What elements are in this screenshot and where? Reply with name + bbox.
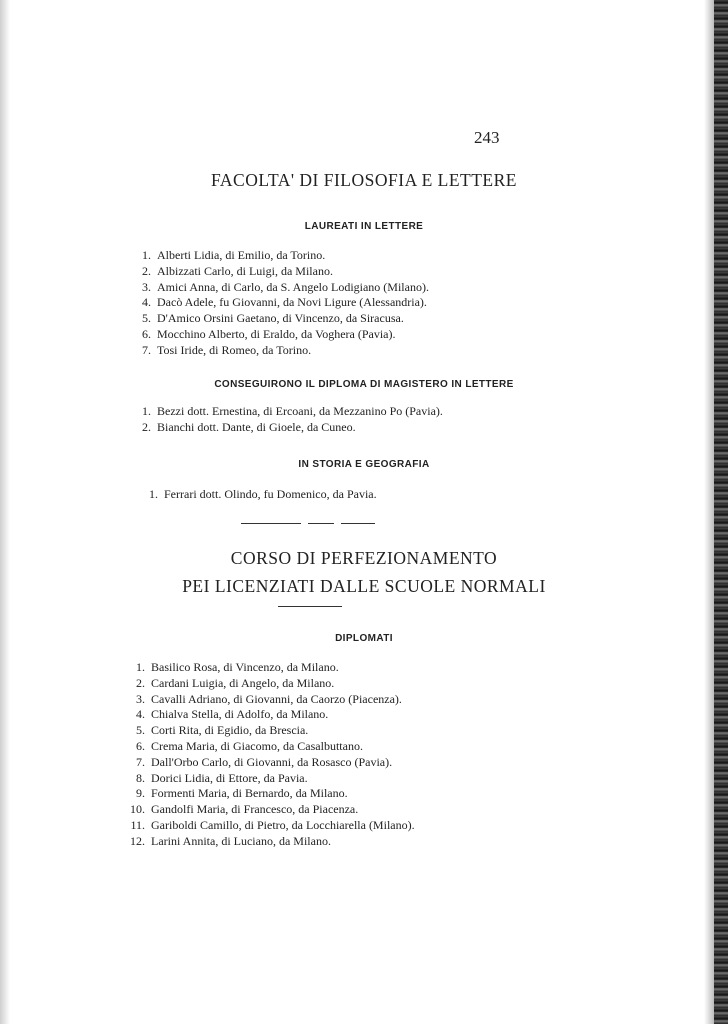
list-item — [133, 327, 429, 343]
list-magistero — [133, 404, 443, 436]
item-number: 8. — [136, 770, 145, 785]
item-text: Ferrari dott. Olindo, fu Domenico, da Pavia. — [164, 487, 377, 501]
item-text: Gandolfi Maria, di Francesco, da Piacenza. — [151, 802, 359, 817]
item-number: 5. — [136, 723, 145, 738]
item-number: 5. — [142, 311, 151, 326]
item-number: 1. — [142, 404, 151, 418]
item-number: 1. — [136, 660, 145, 674]
list-item — [133, 420, 443, 436]
item-text: Dacò Adele, fu Giovanni, da Novi Ligure (Alessandria). — [157, 295, 427, 310]
list-item — [133, 311, 429, 327]
list-laureati — [133, 248, 429, 359]
separator-rule — [341, 523, 375, 524]
list-item — [133, 264, 429, 280]
item-text: Dorici Lidia, di Ettore, da Pavia. — [151, 770, 308, 785]
section-title-licenziati: PEI LICENZIATI DALLE SCUOLE NORMALI — [182, 576, 546, 596]
section-title-facolta: FACOLTA' DI FILOSOFIA E LETTERE — [210, 170, 517, 190]
item-text: Amici Anna, di Carlo, da S. Angelo Lodigiano (Milano). — [157, 279, 429, 294]
list-item — [133, 248, 429, 264]
item-text: Alberti Lidia, di Emilio, da Torino. — [157, 248, 326, 262]
item-text: Bezzi dott. Ernestina, di Ercoani, da Mezzanino Po (Pavia). — [157, 404, 443, 418]
item-text: Albizzati Carlo, di Luigi, da Milano. — [157, 263, 333, 278]
item-number: 4. — [136, 707, 145, 722]
item-text: Corti Rita, di Egidio, da Brescia. — [151, 723, 309, 738]
item-number: 11. — [130, 817, 145, 832]
list-item — [127, 771, 415, 787]
item-text: Tosi Iride, di Romeo, da Torino. — [157, 342, 312, 357]
list-item — [127, 660, 415, 676]
list-item — [127, 739, 415, 755]
item-number: 6. — [136, 738, 145, 753]
item-text: Bianchi dott. Dante, di Gioele, da Cuneo. — [157, 419, 356, 434]
list-storia-geografia — [140, 487, 377, 503]
item-number: 2. — [142, 419, 151, 434]
item-text: D'Amico Orsini Gaetano, di Vincenzo, da Siracusa. — [157, 311, 404, 326]
item-number: 7. — [142, 342, 151, 357]
list-diplomati — [127, 660, 415, 850]
heading-storia-geografia: IN STORIA E GEOGRAFIA — [298, 459, 430, 470]
section-title-corso: CORSO DI PERFEZIONAMENTO — [230, 548, 498, 568]
heading-laureati: LAUREATI IN LETTERE — [304, 221, 424, 232]
item-number: 4. — [142, 295, 151, 310]
heading-diplomati: DIPLOMATI — [335, 633, 393, 644]
separator-rule — [241, 523, 301, 524]
item-text: Crema Maria, di Giacomo, da Casalbuttano. — [151, 738, 363, 753]
list-item — [127, 676, 415, 692]
left-page-edge — [0, 0, 10, 1024]
item-number: 1. — [142, 248, 151, 262]
item-number: 2. — [136, 675, 145, 690]
list-item — [127, 723, 415, 739]
page-number: 243 — [474, 128, 500, 147]
list-item — [133, 404, 443, 420]
item-text: Dall'Orbo Carlo, di Giovanni, da Rosasco (Pavia). — [151, 754, 393, 769]
list-item — [133, 295, 429, 311]
item-text: Cardani Luigia, di Angelo, da Milano. — [151, 675, 335, 690]
item-text: Formenti Maria, di Bernardo, da Milano. — [151, 786, 348, 801]
list-item — [127, 802, 415, 818]
item-text: Larini Annita, di Luciano, da Milano. — [151, 833, 331, 848]
item-number: 12. — [130, 833, 145, 848]
list-item — [140, 487, 377, 503]
item-number: 1. — [149, 487, 158, 501]
item-number: 2. — [142, 263, 151, 278]
list-item — [127, 834, 415, 850]
item-number: 7. — [136, 754, 145, 769]
item-text: Mocchino Alberto, di Eraldo, da Voghera (Pavia). — [157, 326, 396, 341]
item-text: Gariboldi Camillo, di Pietro, da Locchiarella (Milano). — [151, 817, 415, 832]
list-item — [133, 343, 429, 359]
binding-shadow — [704, 0, 714, 1024]
list-item — [127, 786, 415, 802]
item-number: 6. — [142, 326, 151, 341]
item-number: 10. — [130, 802, 145, 817]
item-number: 9. — [136, 786, 145, 801]
item-text: Chialva Stella, di Adolfo, da Milano. — [151, 707, 329, 722]
item-number: 3. — [142, 279, 151, 294]
list-item — [127, 818, 415, 834]
list-item — [127, 692, 415, 708]
title-underline — [278, 606, 342, 607]
heading-magistero: CONSEGUIRONO IL DIPLOMA DI MAGISTERO IN LETTERE — [214, 379, 514, 390]
item-text: Basilico Rosa, di Vincenzo, da Milano. — [151, 660, 339, 674]
right-page-edge — [714, 0, 728, 1024]
separator-rule — [308, 523, 334, 524]
list-item — [127, 707, 415, 723]
item-number: 3. — [136, 691, 145, 706]
list-item — [127, 755, 415, 771]
item-text: Cavalli Adriano, di Giovanni, da Caorzo (Piacenza). — [151, 691, 402, 706]
list-item — [133, 280, 429, 296]
